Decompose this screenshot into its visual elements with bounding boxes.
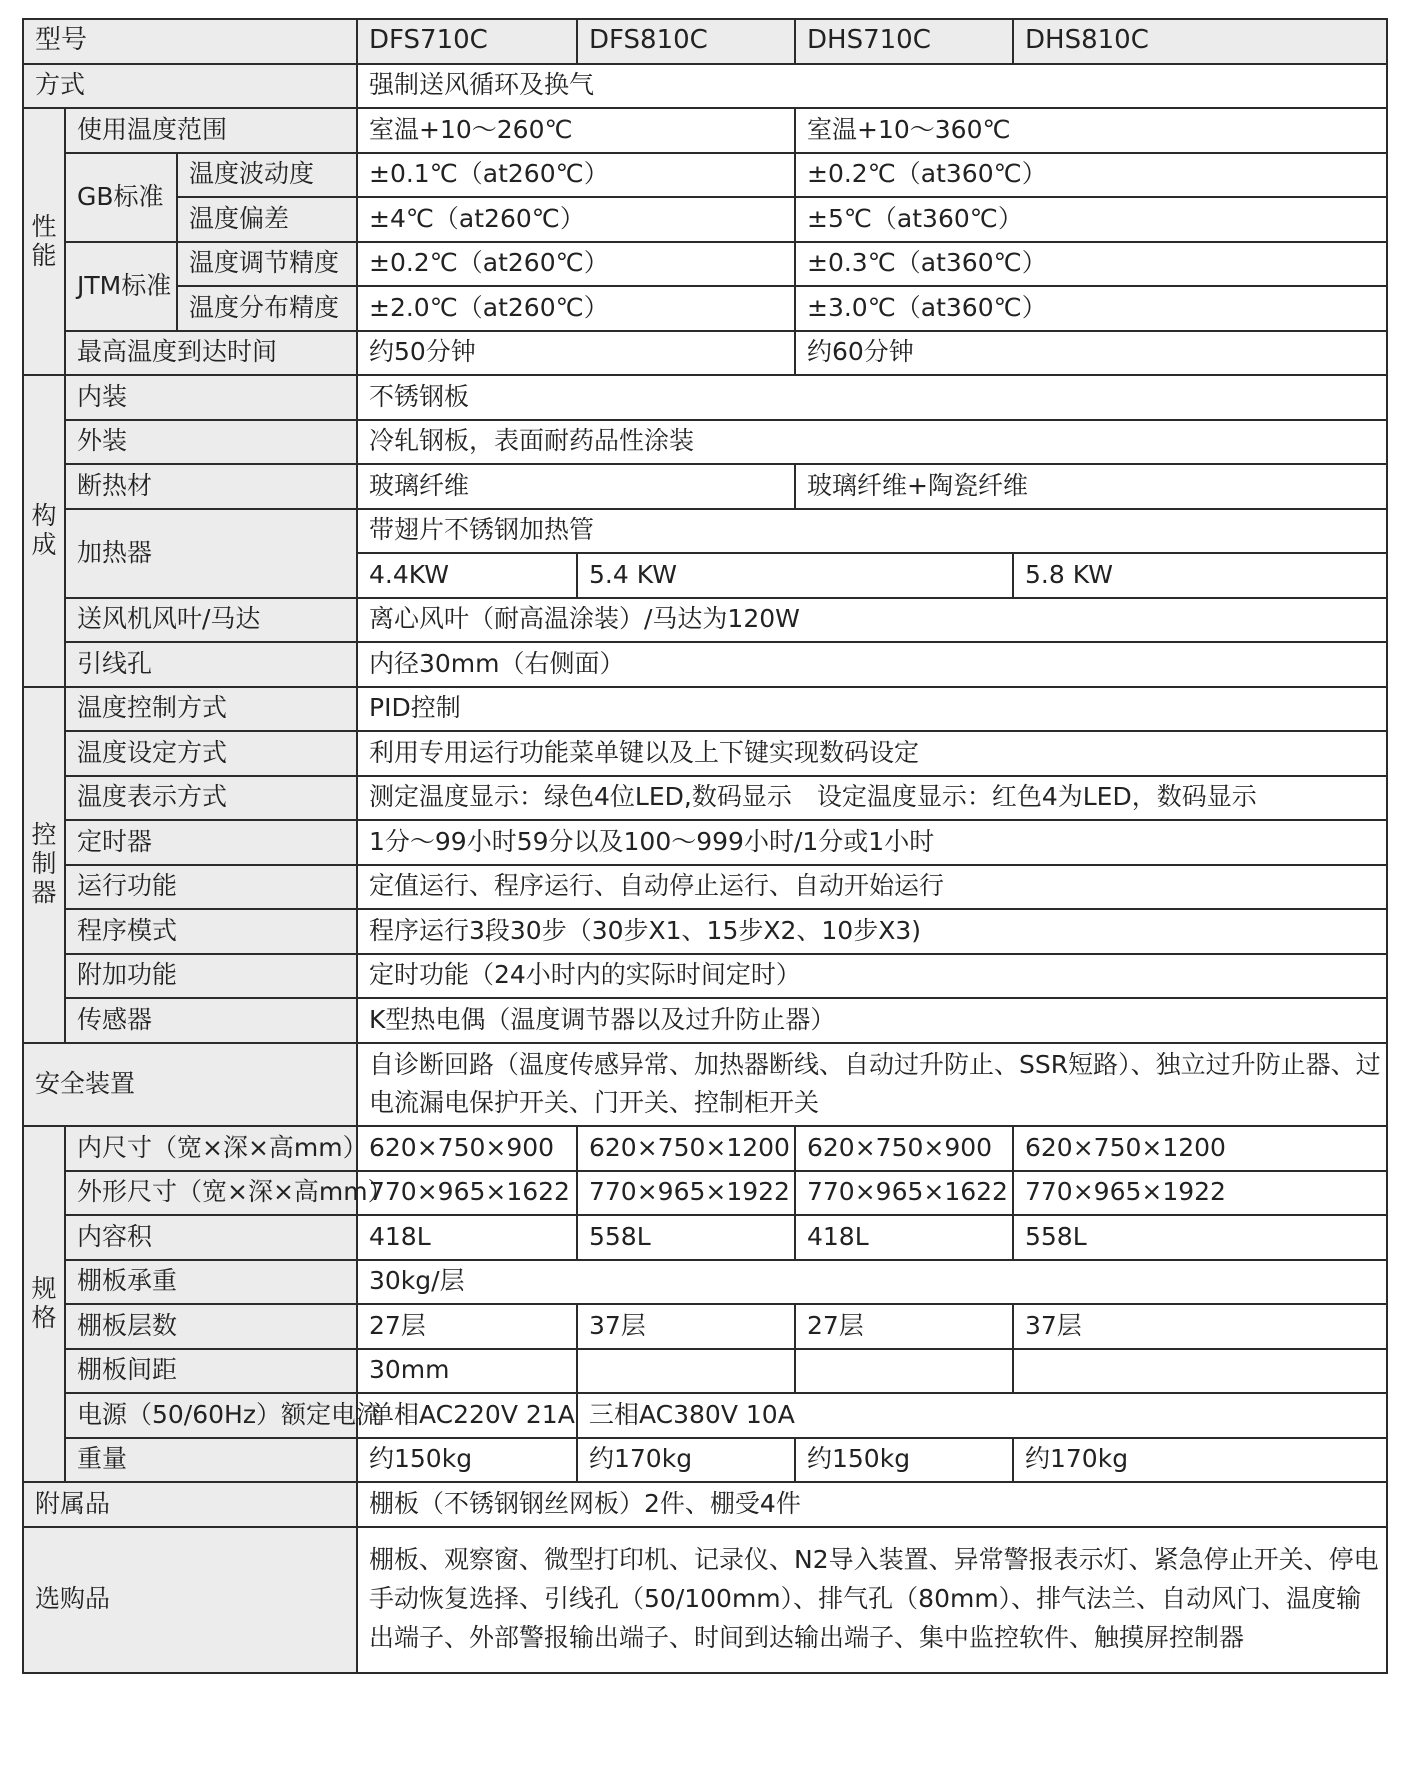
- volume-label: 内容积: [65, 1215, 357, 1260]
- sensor-label: 传感器: [65, 998, 357, 1043]
- inner-size-dfs710c: 620×750×900: [357, 1126, 577, 1171]
- model-dhs710c: DHS710C: [795, 19, 1013, 64]
- weight-label: 重量: [65, 1438, 357, 1483]
- temp-range-row: [23, 108, 1387, 153]
- control-row: [23, 687, 1387, 732]
- safety-value: 自诊断回路（温度传感异常、加热器断线、自动过升防止、SSR短路）、独立过升防止器、过电流漏电保护开关、门开关、控制柜开关: [357, 1043, 1387, 1127]
- max-time-row: [23, 331, 1387, 376]
- inner-size-dhs810c: 620×750×1200: [1013, 1126, 1387, 1171]
- power-label: 电源（50/60Hz）额定电流: [65, 1393, 357, 1438]
- accessories-row: [23, 1482, 1387, 1527]
- control-label: 温度控制方式: [65, 687, 357, 732]
- weight-dhs710c: 约150kg: [795, 1438, 1013, 1483]
- insulation-label: 断热材: [65, 464, 357, 509]
- shelf-layers-dhs710c: 27层: [795, 1304, 1013, 1349]
- deviation-label: 温度偏差: [177, 197, 357, 242]
- volume-row: [23, 1215, 1387, 1260]
- jtm-distribution-row: [23, 286, 1387, 331]
- heater-power-3: 5.8 KW: [1013, 553, 1387, 598]
- shelf-spacing-empty-3: [1013, 1349, 1387, 1394]
- sensor-row: [23, 998, 1387, 1043]
- outer-size-dfs810c: 770×965×1922: [577, 1171, 795, 1216]
- shelf-layers-dfs710c: 27层: [357, 1304, 577, 1349]
- program-row: [23, 909, 1387, 954]
- gb-fluctuation-row: [23, 153, 1387, 198]
- program-value: 程序运行3段30步（30步X1、15步X2、10步X3): [357, 909, 1387, 954]
- inner-size-dhs710c: 620×750×900: [795, 1126, 1013, 1171]
- shelf-load-row: [23, 1260, 1387, 1305]
- heater-value: 带翅片不锈钢加热管: [357, 509, 1387, 554]
- outer-size-dfs710c: 770×965×1622: [357, 1171, 577, 1216]
- gb-deviation-row: [23, 197, 1387, 242]
- heater-power-2: 5.4 KW: [577, 553, 1013, 598]
- shelf-layers-dhs810c: 37层: [1013, 1304, 1387, 1349]
- display-value: 测定温度显示：绿色4位LED,数码显示 设定温度显示：红色4为LED，数码显示: [357, 776, 1387, 821]
- model-dhs810c: DHS810C: [1013, 19, 1387, 64]
- setting-value: 利用专用运行功能菜单键以及上下键实现数码设定: [357, 731, 1387, 776]
- regulation-dfs: ±0.2℃（at260℃）: [357, 242, 795, 287]
- inner-size-label: 内尺寸（宽×深×高mm）: [65, 1126, 357, 1171]
- deviation-dfs: ±4℃（at260℃）: [357, 197, 795, 242]
- extra-label: 附加功能: [65, 954, 357, 999]
- cable-hole-row: [23, 642, 1387, 687]
- method-row: [23, 64, 1387, 109]
- distribution-label: 温度分布精度: [177, 286, 357, 331]
- accessories-label: 附属品: [23, 1482, 357, 1527]
- shelf-layers-row: [23, 1304, 1387, 1349]
- display-row: [23, 776, 1387, 821]
- exterior-value: 冷轧钢板，表面耐药品性涂装: [357, 420, 1387, 465]
- exterior-label: 外装: [65, 420, 357, 465]
- deviation-dhs: ±5℃（at360℃）: [795, 197, 1387, 242]
- setting-label: 温度设定方式: [65, 731, 357, 776]
- model-label: 型号: [23, 19, 357, 64]
- temp-range-dfs: 室温+10～260℃: [357, 108, 795, 153]
- shelf-load-label: 棚板承重: [65, 1260, 357, 1305]
- outer-size-label: 外形尺寸（宽×深×高mm）: [65, 1171, 357, 1216]
- shelf-layers-dfs810c: 37层: [577, 1304, 795, 1349]
- accessories-value: 棚板（不锈钢钢丝网板）2件、棚受4件: [357, 1482, 1387, 1527]
- timer-label: 定时器: [65, 820, 357, 865]
- regulation-dhs: ±0.3℃（at360℃）: [795, 242, 1387, 287]
- power-three-phase: 三相AC380V 10A: [577, 1393, 1387, 1438]
- regulation-label: 温度调节精度: [177, 242, 357, 287]
- weight-row: [23, 1438, 1387, 1483]
- shelf-load-value: 30kg/层: [357, 1260, 1387, 1305]
- inner-size-dfs810c: 620×750×1200: [577, 1126, 795, 1171]
- shelf-spacing-row: [23, 1349, 1387, 1394]
- performance-group-label: 性能: [23, 108, 65, 375]
- method-label: 方式: [23, 64, 357, 109]
- heater-power-1: 4.4KW: [357, 553, 577, 598]
- timer-value: 1分～99小时59分以及100～999小时/1分或1小时: [357, 820, 1387, 865]
- heater-row: [23, 509, 1387, 554]
- outer-size-dhs710c: 770×965×1622: [795, 1171, 1013, 1216]
- fluctuation-dhs: ±0.2℃（at360℃）: [795, 153, 1387, 198]
- shelf-spacing-value: 30mm: [357, 1349, 577, 1394]
- shelf-spacing-empty-2: [795, 1349, 1013, 1394]
- model-dfs710c: DFS710C: [357, 19, 577, 64]
- inner-size-row: [23, 1126, 1387, 1171]
- max-time-dfs: 约50分钟: [357, 331, 795, 376]
- interior-value: 不锈钢板: [357, 375, 1387, 420]
- fan-value: 离心风叶（耐高温涂装）/马达为120W: [357, 598, 1387, 643]
- volume-dfs810c: 558L: [577, 1215, 795, 1260]
- safety-label: 安全装置: [23, 1043, 357, 1127]
- extra-row: [23, 954, 1387, 999]
- fan-row: [23, 598, 1387, 643]
- weight-dfs710c: 约150kg: [357, 1438, 577, 1483]
- insulation-dfs: 玻璃纤维: [357, 464, 795, 509]
- heater-label: 加热器: [65, 509, 357, 598]
- shelf-layers-label: 棚板层数: [65, 1304, 357, 1349]
- outer-size-dhs810c: 770×965×1922: [1013, 1171, 1387, 1216]
- outer-size-row: [23, 1171, 1387, 1216]
- control-value: PID控制: [357, 687, 1387, 732]
- fan-label: 送风机风叶/马达: [65, 598, 357, 643]
- timer-row: [23, 820, 1387, 865]
- controller-group-label: 控制器: [23, 687, 65, 1043]
- shelf-spacing-label: 棚板间距: [65, 1349, 357, 1394]
- specs-group-label: 规格: [23, 1126, 65, 1482]
- display-label: 温度表示方式: [65, 776, 357, 821]
- insulation-row: [23, 464, 1387, 509]
- max-time-dhs: 约60分钟: [795, 331, 1387, 376]
- weight-dfs810c: 约170kg: [577, 1438, 795, 1483]
- distribution-dhs: ±3.0℃（at360℃）: [795, 286, 1387, 331]
- gb-standard-label: GB标准: [65, 153, 177, 242]
- header-row: [23, 19, 1387, 64]
- extra-value: 定时功能（24小时内的实际时间定时）: [357, 954, 1387, 999]
- options-row: [23, 1527, 1387, 1673]
- distribution-dfs: ±2.0℃（at260℃）: [357, 286, 795, 331]
- interior-label: 内装: [65, 375, 357, 420]
- options-value: 棚板、观察窗、微型打印机、记录仪、N2导入装置、异常警报表示灯、紧急停止开关、停电手动恢复选择、引线孔（50/100mm）、排气孔（80mm）、排气法兰、自动风门、温度输出端子、外部警报输出端子、时间到达输出端子、集中监控软件、触摸屏控制器: [357, 1527, 1387, 1673]
- construction-group-label: 构成: [23, 375, 65, 687]
- interior-row: [23, 375, 1387, 420]
- power-single-phase: 单相AC220V 21A: [357, 1393, 577, 1438]
- sensor-value: K型热电偶（温度调节器以及过升防止器）: [357, 998, 1387, 1043]
- volume-dhs810c: 558L: [1013, 1215, 1387, 1260]
- shelf-spacing-empty-1: [577, 1349, 795, 1394]
- max-time-label: 最高温度到达时间: [65, 331, 357, 376]
- volume-dhs710c: 418L: [795, 1215, 1013, 1260]
- functions-row: [23, 865, 1387, 910]
- fluctuation-dfs: ±0.1℃（at260℃）: [357, 153, 795, 198]
- temp-range-label: 使用温度范围: [65, 108, 357, 153]
- options-label: 选购品: [23, 1527, 357, 1673]
- volume-dfs710c: 418L: [357, 1215, 577, 1260]
- functions-label: 运行功能: [65, 865, 357, 910]
- program-label: 程序模式: [65, 909, 357, 954]
- cable-hole-label: 引线孔: [65, 642, 357, 687]
- spec-table: [22, 18, 1388, 1674]
- functions-value: 定值运行、程序运行、自动停止运行、自动开始运行: [357, 865, 1387, 910]
- temp-range-dhs: 室温+10～360℃: [795, 108, 1387, 153]
- method-value: 强制送风循环及换气: [357, 64, 1387, 109]
- setting-row: [23, 731, 1387, 776]
- jtm-regulation-row: [23, 242, 1387, 287]
- exterior-row: [23, 420, 1387, 465]
- cable-hole-value: 内径30mm（右侧面）: [357, 642, 1387, 687]
- model-dfs810c: DFS810C: [577, 19, 795, 64]
- weight-dhs810c: 约170kg: [1013, 1438, 1387, 1483]
- fluctuation-label: 温度波动度: [177, 153, 357, 198]
- safety-row: [23, 1043, 1387, 1127]
- power-row: [23, 1393, 1387, 1438]
- jtm-standard-label: JTM标准: [65, 242, 177, 331]
- insulation-dhs: 玻璃纤维+陶瓷纤维: [795, 464, 1387, 509]
